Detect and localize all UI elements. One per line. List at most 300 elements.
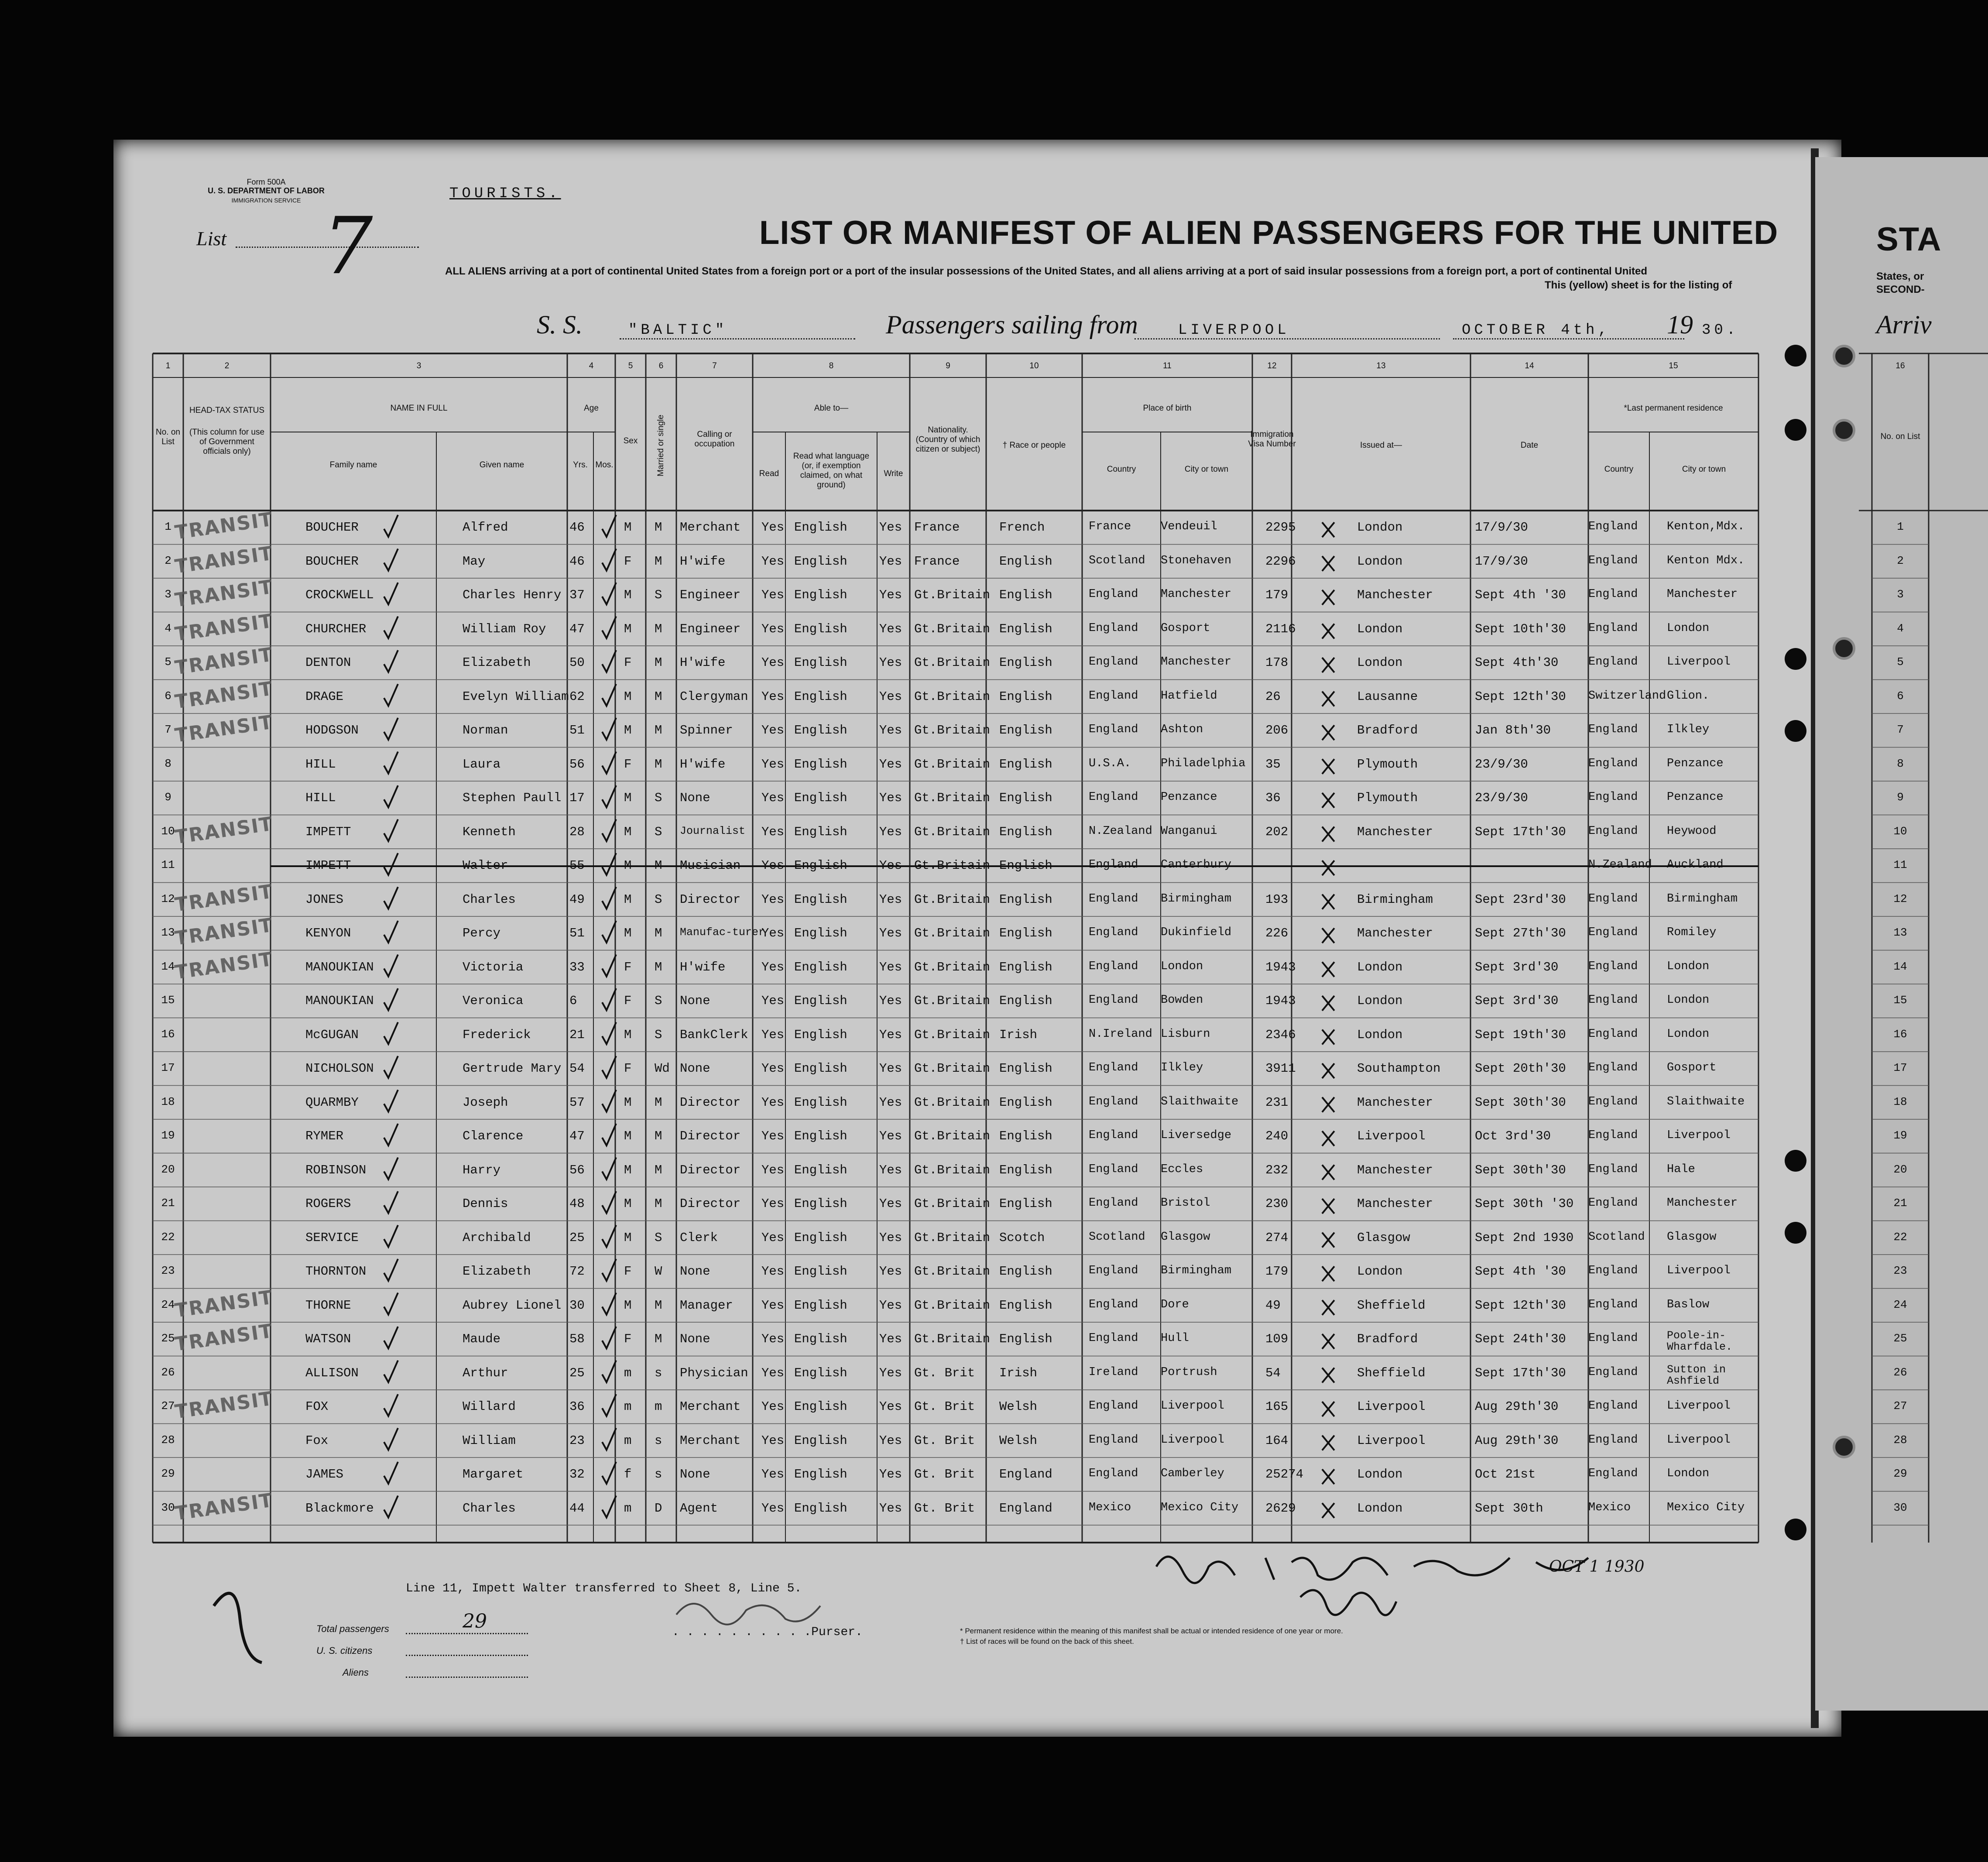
- cell-read: Yes: [761, 926, 785, 940]
- cell-visa-date: Sept 3rd'30: [1475, 994, 1559, 1008]
- cell-given: Charles: [463, 1501, 516, 1516]
- cell-sex: m: [624, 1433, 632, 1448]
- transit-stamp: TRANSIT: [173, 508, 275, 544]
- cell-birth-city: Birmingham: [1161, 1264, 1232, 1277]
- cell-age: 17: [569, 791, 585, 805]
- cell-visa: 240: [1265, 1129, 1289, 1143]
- row-number-right: 7: [1897, 723, 1904, 736]
- transit-stamp: TRANSIT: [173, 880, 275, 916]
- cell-birth-country: N.Zealand: [1089, 824, 1152, 838]
- row-number: 9: [165, 791, 171, 804]
- cell-race: English: [999, 1298, 1052, 1313]
- row-number-right: 28: [1893, 1433, 1907, 1447]
- row-number-right: 3: [1897, 588, 1904, 601]
- port-name: LIVERPOOL: [1178, 322, 1290, 339]
- cell-sex: M: [624, 1230, 632, 1245]
- transfer-note: Line 11, Impett Walter transferred to Sheet 8, Line 5.: [406, 1582, 802, 1595]
- cell-visa-date: Sept 30th '30: [1475, 1197, 1574, 1211]
- cell-marital: S: [655, 994, 662, 1008]
- cell-sex: M: [624, 1027, 632, 1042]
- cell-res-country: England: [1588, 994, 1638, 1007]
- cell-visa: 2296: [1265, 554, 1296, 569]
- cell-birth-country: Ireland: [1089, 1365, 1138, 1379]
- aliens-label: Aliens: [343, 1667, 369, 1678]
- column-header-race: † Race or people: [1002, 441, 1066, 450]
- cell-nationality: Gt.Britain: [914, 892, 991, 907]
- cell-res-country: England: [1588, 1298, 1638, 1311]
- cell-read: Yes: [761, 1365, 785, 1380]
- cell-read: Yes: [761, 1129, 785, 1143]
- cell-occupation: None: [680, 1467, 710, 1481]
- cell-issued-at: Liverpool: [1357, 1433, 1426, 1448]
- cell-language: English: [794, 1264, 847, 1279]
- column-header-birth-country: Country: [1107, 465, 1136, 474]
- cell-nationality: Gt.Britain: [914, 1162, 991, 1177]
- row-number-right: 4: [1897, 621, 1904, 635]
- row-number-right: 2: [1897, 554, 1904, 567]
- cell-birth-country: England: [1089, 994, 1138, 1007]
- list-number: 7: [323, 201, 373, 292]
- cell-res-country: England: [1588, 621, 1638, 635]
- column-header-mos: Mos.: [595, 460, 614, 470]
- cell-birth-country: England: [1089, 723, 1138, 736]
- cell-age: 51: [569, 723, 585, 737]
- cell-given: Charles Henry: [463, 588, 562, 602]
- cell-family: SERVICE: [305, 1230, 359, 1245]
- cell-visa-date: 17/9/30: [1475, 554, 1528, 569]
- cell-age: 32: [569, 1467, 585, 1481]
- cell-occupation: Clergyman: [680, 689, 748, 704]
- cell-nationality: Gt.Britain: [914, 858, 991, 873]
- cell-read: Yes: [761, 1332, 785, 1346]
- cell-visa-date: Aug 29th'30: [1475, 1399, 1559, 1414]
- column-header-number-15: 15: [1669, 361, 1678, 370]
- cell-issued-at: London: [1357, 520, 1403, 535]
- cell-race: Irish: [999, 1027, 1038, 1042]
- row-number-right: 23: [1893, 1264, 1907, 1277]
- cell-res-city: London: [1667, 994, 1710, 1007]
- cell-sex: M: [624, 723, 632, 737]
- column-header-married: Married or single: [656, 415, 665, 477]
- cell-birth-city: Glasgow: [1161, 1230, 1210, 1244]
- cell-read: Yes: [761, 621, 785, 636]
- cell-read: Yes: [761, 655, 785, 670]
- cell-occupation: Merchant: [680, 520, 741, 535]
- cell-marital: S: [655, 824, 662, 839]
- cell-age: 50: [569, 655, 585, 670]
- cell-given: Elizabeth: [463, 655, 531, 670]
- cell-res-city: Heywood: [1667, 824, 1717, 838]
- column-header-sex: Sex: [623, 436, 638, 446]
- column-header-number-6: 6: [658, 361, 664, 370]
- column-header-number-13: 13: [1376, 361, 1386, 370]
- column-header-yrs: Yrs.: [573, 460, 588, 470]
- category-label: TOURISTS.: [449, 185, 561, 202]
- column-header-able-to: Able to—: [814, 404, 849, 413]
- cell-res-country: England: [1588, 1467, 1638, 1480]
- cell-language: English: [794, 689, 847, 704]
- cell-marital: S: [655, 1230, 662, 1245]
- cell-marital: S: [655, 1027, 662, 1042]
- cell-marital: Wd: [655, 1061, 670, 1076]
- cell-res-country: England: [1588, 1129, 1638, 1142]
- cell-visa-date: Sept 4th '30: [1475, 588, 1566, 602]
- cell-language: English: [794, 858, 847, 873]
- cell-nationality: Gt. Brit: [914, 1467, 975, 1481]
- cell-birth-city: Portrush: [1161, 1365, 1217, 1379]
- cell-read: Yes: [761, 858, 785, 873]
- cell-race: England: [999, 1467, 1052, 1481]
- cell-age: 57: [569, 1095, 585, 1110]
- cell-occupation: None: [680, 994, 710, 1008]
- column-header-head-tax: HEAD-TAX STATUS: [189, 406, 265, 415]
- column-header-last-residence: *Last permanent residence: [1624, 404, 1723, 413]
- cell-visa: 2629: [1265, 1501, 1296, 1516]
- cell-nationality: Gt.Britain: [914, 824, 991, 839]
- cell-birth-city: Slaithwaite: [1161, 1095, 1239, 1108]
- cell-sex: m: [624, 1501, 632, 1516]
- cell-birth-country: England: [1089, 1162, 1138, 1176]
- cell-sex: m: [624, 1365, 632, 1380]
- cell-res-city: London: [1667, 621, 1710, 635]
- cell-marital: M: [655, 1332, 662, 1346]
- cell-write: Yes: [879, 1501, 902, 1516]
- cell-res-country: England: [1588, 926, 1638, 939]
- cell-sex: M: [624, 588, 632, 602]
- cell-family: HILL: [305, 791, 336, 805]
- cell-visa: 274: [1265, 1230, 1289, 1245]
- cell-issued-at: Southampton: [1357, 1061, 1441, 1076]
- cell-marital: M: [655, 960, 662, 974]
- row-number: 11: [161, 858, 175, 871]
- cell-write: Yes: [879, 824, 902, 839]
- transit-stamp: TRANSIT: [173, 542, 275, 578]
- cell-write: Yes: [879, 791, 902, 805]
- cell-res-city: Liverpool: [1667, 1433, 1731, 1447]
- cell-given: Gertrude Mary: [463, 1061, 562, 1076]
- cell-birth-country: England: [1089, 1061, 1138, 1074]
- cell-issued-at: London: [1357, 621, 1403, 636]
- cell-age: 55: [569, 858, 585, 873]
- cell-birth-country: England: [1089, 655, 1138, 669]
- cell-sex: M: [624, 1197, 632, 1211]
- cell-read: Yes: [761, 960, 785, 974]
- cell-issued-at: Bradford: [1357, 723, 1418, 737]
- cell-given: Percy: [463, 926, 501, 940]
- cell-birth-country: England: [1089, 1129, 1138, 1142]
- cell-res-city: Liverpool: [1667, 1399, 1731, 1413]
- cell-write: Yes: [879, 858, 902, 873]
- cell-sex: M: [624, 621, 632, 636]
- row-number-right: 27: [1893, 1399, 1907, 1413]
- cell-visa: 232: [1265, 1162, 1289, 1177]
- cell-sex: F: [624, 757, 632, 772]
- transit-stamp: TRANSIT: [173, 1387, 275, 1423]
- cell-race: English: [999, 723, 1052, 737]
- row-number: 22: [161, 1230, 175, 1244]
- cell-given: Evelyn William: [463, 689, 569, 704]
- cell-res-country: Switzerland: [1588, 689, 1666, 703]
- cell-family: HILL: [305, 757, 336, 772]
- cell-occupation: Director: [680, 1129, 741, 1143]
- cell-issued-at: Plymouth: [1357, 791, 1418, 805]
- cell-birth-city: Vendeuil: [1161, 520, 1217, 533]
- row-number: 13: [161, 926, 175, 939]
- row-number-right: 19: [1893, 1129, 1907, 1142]
- cell-language: English: [794, 1162, 847, 1177]
- cell-visa: 178: [1265, 655, 1289, 670]
- row-number-right: 20: [1893, 1162, 1907, 1176]
- row-number-right: 5: [1897, 655, 1904, 669]
- cell-visa-date: Sept 27th'30: [1475, 926, 1566, 940]
- cell-nationality: Gt.Britain: [914, 1129, 991, 1143]
- cell-write: Yes: [879, 1298, 902, 1313]
- cell-write: Yes: [879, 994, 902, 1008]
- cell-marital: M: [655, 1095, 662, 1110]
- cell-marital: s: [655, 1467, 662, 1481]
- cell-res-city: London: [1667, 1467, 1710, 1480]
- cell-race: English: [999, 994, 1052, 1008]
- cell-write: Yes: [879, 1129, 902, 1143]
- cell-age: 56: [569, 757, 585, 772]
- cell-res-country: England: [1588, 1095, 1638, 1108]
- cell-visa: 193: [1265, 892, 1289, 907]
- cell-nationality: Gt.Britain: [914, 791, 991, 805]
- cell-age: 47: [569, 1129, 585, 1143]
- cell-family: KENYON: [305, 926, 351, 940]
- cell-issued-at: Manchester: [1357, 824, 1433, 839]
- cell-given: Frederick: [463, 1027, 531, 1042]
- cell-sex: F: [624, 554, 632, 569]
- cell-occupation: Manufac-turer: [680, 926, 765, 939]
- cell-sex: F: [624, 655, 632, 670]
- cell-marital: M: [655, 757, 662, 772]
- cell-language: English: [794, 757, 847, 772]
- cell-language: English: [794, 621, 847, 636]
- cell-write: Yes: [879, 1095, 902, 1110]
- ship-prefix: S. S.: [537, 310, 583, 339]
- cell-sex: F: [624, 960, 632, 974]
- cell-birth-city: Lisburn: [1161, 1027, 1210, 1041]
- cell-family: ROBINSON: [305, 1162, 367, 1177]
- cell-age: 25: [569, 1365, 585, 1380]
- row-number: 18: [161, 1095, 175, 1108]
- cell-birth-city: Hatfield: [1161, 689, 1217, 703]
- cell-family: WATSON: [305, 1332, 351, 1346]
- cell-given: Elizabeth: [463, 1264, 531, 1279]
- cell-race: Welsh: [999, 1399, 1038, 1414]
- column-header-head-tax-note: (This column for use of Government officials only): [189, 428, 265, 456]
- row-number: 19: [161, 1129, 175, 1142]
- cell-race: England: [999, 1501, 1052, 1516]
- cell-given: Charles: [463, 892, 516, 907]
- cell-res-city: Penzance: [1667, 791, 1724, 804]
- column-header-number-4: 4: [589, 361, 594, 370]
- cell-language: English: [794, 1230, 847, 1245]
- cell-res-country: England: [1588, 960, 1638, 973]
- cell-birth-country: U.S.A.: [1089, 757, 1131, 770]
- cell-age: 46: [569, 554, 585, 569]
- row-number-right: 26: [1893, 1365, 1907, 1379]
- cell-res-city: Sutton in Ashfield: [1667, 1363, 1726, 1387]
- cell-read: Yes: [761, 757, 785, 772]
- cell-res-country: England: [1588, 588, 1638, 601]
- cell-res-city: Birmingham: [1667, 892, 1738, 905]
- cell-language: English: [794, 1027, 847, 1042]
- cell-birth-country: England: [1089, 621, 1138, 635]
- cell-birth-city: Liversedge: [1161, 1129, 1232, 1142]
- punch-hole-ring: [1833, 419, 1855, 442]
- cell-marital: m: [655, 1399, 662, 1414]
- cell-race: English: [999, 1095, 1052, 1110]
- cell-given: Joseph: [463, 1095, 508, 1110]
- cell-read: Yes: [761, 1061, 785, 1076]
- cell-visa-date: 23/9/30: [1475, 791, 1528, 805]
- cell-marital: S: [655, 892, 662, 907]
- row-number: 4: [165, 621, 171, 635]
- cell-race: Welsh: [999, 1433, 1038, 1448]
- row-number-right: 1: [1897, 520, 1904, 533]
- cell-sex: M: [624, 1095, 632, 1110]
- cell-language: English: [794, 588, 847, 602]
- cell-nationality: Gt.Britain: [914, 1230, 991, 1245]
- row-number-right: 18: [1893, 1095, 1907, 1108]
- row-number-right: 9: [1897, 791, 1904, 804]
- row-number: 16: [161, 1027, 175, 1041]
- row-number: 27: [161, 1399, 175, 1413]
- row-number: 17: [161, 1061, 175, 1074]
- cell-occupation: None: [680, 1264, 710, 1279]
- officer-initials: [1292, 1580, 1405, 1632]
- cell-occupation: Musician: [680, 858, 741, 873]
- cell-issued-at: Plymouth: [1357, 757, 1418, 772]
- cell-language: English: [794, 824, 847, 839]
- cell-family: IMPETT: [305, 824, 351, 839]
- cell-age: 36: [569, 1399, 585, 1414]
- cell-occupation: Manager: [680, 1298, 733, 1313]
- cell-nationality: Gt.Britain: [914, 1197, 991, 1211]
- row-number: 7: [165, 723, 171, 736]
- cell-visa-date: Sept 12th'30: [1475, 689, 1566, 704]
- aliens-line: [406, 1677, 528, 1678]
- cell-issued-at: London: [1357, 1501, 1403, 1516]
- cell-family: ALLISON: [305, 1365, 359, 1380]
- cell-occupation: Spinner: [680, 723, 733, 737]
- cell-occupation: Director: [680, 1095, 741, 1110]
- cell-nationality: Gt. Brit: [914, 1399, 975, 1414]
- cell-race: French: [999, 520, 1045, 535]
- cell-nationality: Gt.Britain: [914, 994, 991, 1008]
- cell-visa: 2346: [1265, 1027, 1296, 1042]
- cell-occupation: Agent: [680, 1501, 718, 1516]
- cell-occupation: H'wife: [680, 554, 726, 569]
- row-number-right: 14: [1893, 960, 1907, 973]
- cell-issued-at: Manchester: [1357, 926, 1433, 940]
- cell-visa-date: Sept 12th'30: [1475, 1298, 1566, 1313]
- cell-res-city: Slaithwaite: [1667, 1095, 1745, 1108]
- cell-given: May: [463, 554, 486, 569]
- cell-sex: M: [624, 824, 632, 839]
- cell-family: FOX: [305, 1399, 329, 1414]
- cell-issued-at: Sheffield: [1357, 1365, 1426, 1380]
- cell-language: English: [794, 994, 847, 1008]
- cell-given: William Roy: [463, 621, 546, 636]
- cell-sex: F: [624, 1061, 632, 1076]
- cell-birth-country: England: [1089, 1399, 1138, 1413]
- cell-occupation: H'wife: [680, 960, 726, 974]
- punch-hole: [1785, 720, 1806, 742]
- cell-age: 58: [569, 1332, 585, 1346]
- cell-marital: M: [655, 1298, 662, 1313]
- cell-res-country: Mexico: [1588, 1501, 1631, 1514]
- cell-marital: M: [655, 554, 662, 569]
- sailing-date: OCTOBER 4th,: [1462, 322, 1611, 339]
- service: IMMIGRATION SERVICE: [231, 197, 301, 204]
- cell-sex: F: [624, 1332, 632, 1346]
- cell-read: Yes: [761, 1298, 785, 1313]
- cell-language: English: [794, 1095, 847, 1110]
- cell-marital: s: [655, 1433, 662, 1448]
- cell-visa: 1943: [1265, 994, 1296, 1008]
- transit-stamp: TRANSIT: [173, 576, 275, 612]
- transit-stamp: TRANSIT: [173, 1488, 275, 1525]
- row-number: 2: [165, 554, 171, 567]
- cell-write: Yes: [879, 1197, 902, 1211]
- row-number-right: 12: [1893, 892, 1907, 905]
- cell-nationality: Gt.Britain: [914, 689, 991, 704]
- cell-sex: M: [624, 791, 632, 805]
- cell-age: 30: [569, 1298, 585, 1313]
- cell-read: Yes: [761, 1433, 785, 1448]
- cell-nationality: Gt. Brit: [914, 1501, 975, 1516]
- cell-occupation: H'wife: [680, 655, 726, 670]
- cell-res-city: Kenton Mdx.: [1667, 554, 1745, 567]
- cell-issued-at: London: [1357, 554, 1403, 569]
- punch-hole: [1785, 1150, 1806, 1172]
- row-number: 24: [161, 1298, 175, 1311]
- cell-family: IMPETT: [305, 858, 351, 873]
- column-header-read: Read: [759, 469, 779, 478]
- column-header-number-10: 10: [1029, 361, 1039, 370]
- cell-write: Yes: [879, 926, 902, 940]
- cell-nationality: Gt.Britain: [914, 1027, 991, 1042]
- cell-res-city: Manchester: [1667, 588, 1738, 601]
- column-header-number-9: 9: [946, 361, 950, 370]
- cell-visa: 230: [1265, 1197, 1289, 1211]
- sailing-label: Passengers sailing from: [886, 310, 1138, 339]
- purser-signature: [672, 1588, 847, 1632]
- cell-marital: D: [655, 1501, 662, 1516]
- row-number-right: 16: [1893, 1027, 1907, 1041]
- cell-res-country: England: [1588, 1197, 1638, 1210]
- department: U. S. DEPARTMENT OF LABOR: [208, 186, 325, 195]
- cell-occupation: Engineer: [680, 621, 741, 636]
- total-passengers-line: [406, 1633, 528, 1634]
- row-number: 23: [161, 1264, 175, 1277]
- cell-given: Harry: [463, 1162, 501, 1177]
- punch-hole-ring: [1833, 1436, 1855, 1458]
- row-number: 14: [161, 960, 175, 973]
- cell-nationality: Gt.Britain: [914, 1264, 991, 1279]
- cell-occupation: Merchant: [680, 1433, 741, 1448]
- cell-write: Yes: [879, 960, 902, 974]
- cell-res-city: London: [1667, 960, 1710, 973]
- cell-visa-date: Sept 4th'30: [1475, 655, 1559, 670]
- cell-birth-country: Scotland: [1089, 1230, 1145, 1244]
- cell-family: McGUGAN: [305, 1027, 359, 1042]
- cell-family: Fox: [305, 1433, 329, 1448]
- cell-visa-date: Sept 24th'30: [1475, 1332, 1566, 1346]
